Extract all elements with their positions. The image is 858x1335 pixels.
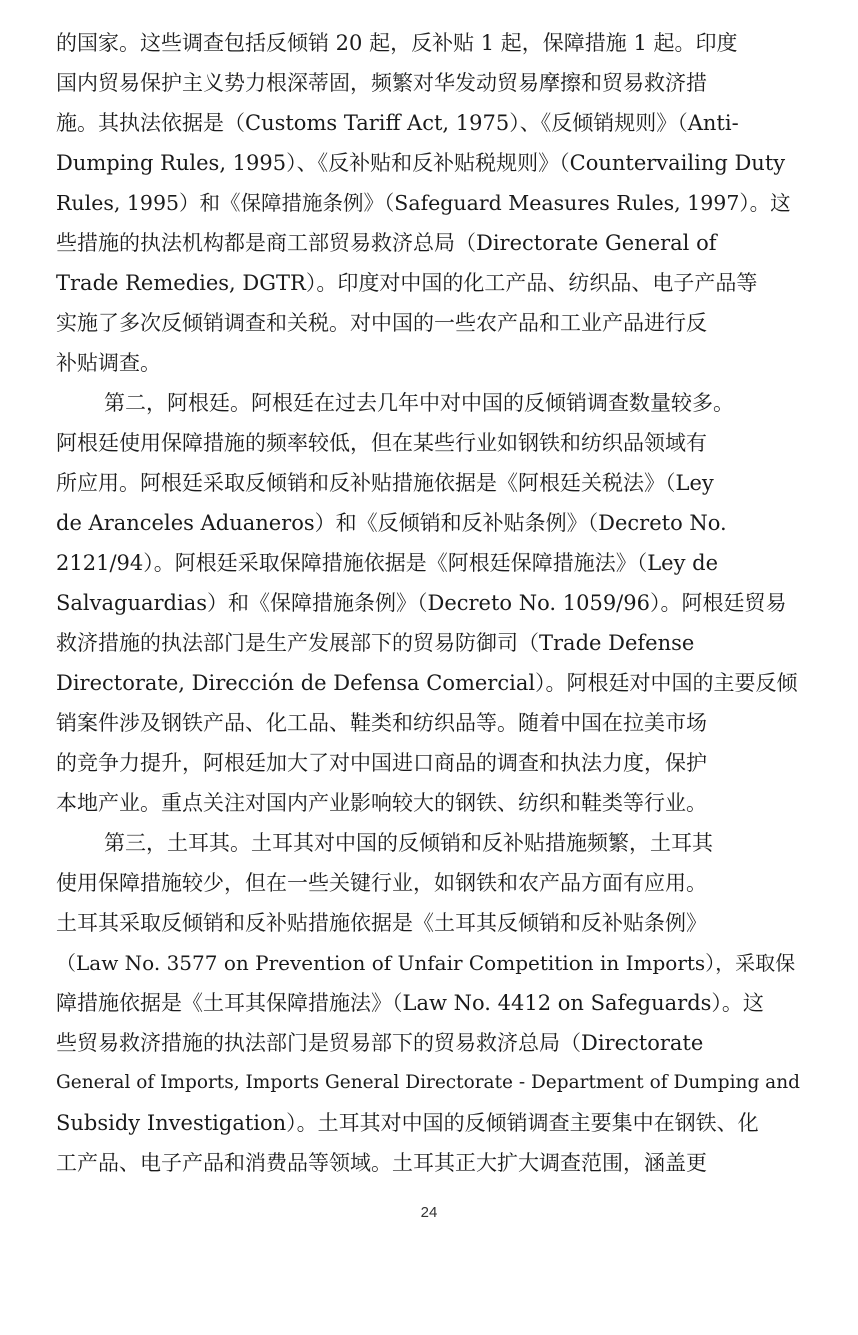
text-line: [56, 343, 804, 383]
page-number: 24: [420, 1204, 438, 1221]
text-line-content: 施。其执法依据是（Customs Tariff Act, 1975）、《反倾销规则》（Anti-: [56, 111, 739, 135]
text-line-content: （Law No. 3577 on Prevention of Unfair Competition in Imports），采取保: [56, 951, 796, 975]
text-line-content: 障措施依据是《土耳其保障措施法》（Law No. 4412 on Safeguards）。这: [56, 991, 764, 1015]
text-line: [56, 103, 804, 143]
text-line: [56, 783, 804, 823]
text-line: [104, 823, 804, 863]
text-line: [56, 1143, 804, 1183]
text-line-content: 阿根廷使用保障措施的频率较低，但在某些行业如钢铁和纺织品领域有: [56, 431, 707, 455]
text-line: [56, 23, 804, 63]
text-line: [56, 423, 804, 463]
text-line-content: Trade Remedies, DGTR）。印度对中国的化工产品、纺织品、电子产品等: [56, 271, 758, 295]
text-line: [56, 1023, 804, 1063]
text-line-content: 使用保障措施较少，但在一些关键行业，如钢铁和农产品方面有应用。: [56, 871, 707, 895]
text-line-content: 所应用。阿根廷采取反倾销和反补贴措施依据是《阿根廷关税法》（Ley: [56, 471, 714, 495]
text-line-content: 本地产业。重点关注对国内产业影响较大的钢铁、纺织和鞋类等行业。: [56, 791, 707, 815]
text-line-content: 救济措施的执法部门是生产发展部下的贸易防御司（Trade Defense: [56, 631, 695, 655]
text-line: [56, 543, 804, 583]
text-line-content: General of Imports, Imports General Directorate - Department of Dumping and: [56, 1072, 800, 1093]
text-line: [56, 263, 804, 303]
text-line: [56, 303, 804, 343]
text-line: [56, 63, 804, 103]
text-line: [56, 143, 804, 183]
text-line: [56, 903, 804, 943]
text-line: [56, 743, 804, 783]
text-line: [56, 863, 804, 903]
text-line: [56, 663, 804, 703]
text-line: [56, 1063, 804, 1103]
text-line-content: 第二，阿根廷。阿根廷在过去几年中对中国的反倾销调查数量较多。: [104, 391, 734, 415]
text-line-content: 工产品、电子产品和消费品等领域。土耳其正大扩大调查范围，涵盖更: [56, 1151, 707, 1175]
text-line-content: 些措施的执法机构都是商工部贸易救济总局（Directorate General of: [56, 231, 717, 255]
text-line-content: 销案件涉及钢铁产品、化工品、鞋类和纺织品等。随着中国在拉美市场: [56, 711, 707, 735]
text-line-content: 实施了多次反倾销调查和关税。对中国的一些农产品和工业产品进行反: [56, 311, 707, 335]
text-line: [56, 503, 804, 543]
text-line-content: 的国家。这些调查包括反倾销 20 起，反补贴 1 起，保障措施 1 起。印度: [56, 31, 738, 55]
text-line: [56, 463, 804, 503]
text-line-content: Directorate, Dirección de Defensa Comercial）。阿根廷对中国的主要反倾: [56, 671, 798, 695]
text-line-content: de Aranceles Aduaneros）和《反倾销和反补贴条例》（Decreto No.: [56, 511, 727, 535]
text-line-content: Subsidy Investigation）。土耳其对中国的反倾销调查主要集中在钢铁、化: [56, 1111, 759, 1135]
text-line-content: 的竞争力提升，阿根廷加大了对中国进口商品的调查和执法力度，保护: [56, 751, 707, 775]
text-line-content: 补贴调查。: [56, 351, 161, 375]
text-line-content: Dumping Rules, 1995）、《反补贴和反补贴税规则》（Countervailing Duty: [56, 151, 786, 175]
text-line: [56, 1103, 804, 1143]
text-line: [56, 943, 804, 983]
text-line: [56, 983, 804, 1023]
text-line: [104, 383, 804, 423]
text-line-content: 些贸易救济措施的执法部门是贸易部下的贸易救济总局（Directorate: [56, 1031, 704, 1055]
text-line: [56, 583, 804, 623]
text-line: [56, 223, 804, 263]
text-line-content: 第三，土耳其。土耳其对中国的反倾销和反补贴措施频繁，土耳其: [104, 831, 713, 855]
text-line-content: 2121/94）。阿根廷采取保障措施依据是《阿根廷保障措施法》（Ley de: [56, 551, 719, 575]
text-line: [56, 703, 804, 743]
text-line-content: Salvaguardias）和《保障措施条例》（Decreto No. 1059/96）。阿根廷贸易: [56, 591, 787, 615]
text-line-content: 土耳其采取反倾销和反补贴措施依据是《土耳其反倾销和反补贴条例》: [56, 911, 707, 935]
text-line-content: Rules, 1995）和《保障措施条例》（Safeguard Measures Rules, 1997）。这: [56, 191, 791, 215]
text-line: [56, 623, 804, 663]
text-line-content: 国内贸易保护主义势力根深蒂固，频繁对华发动贸易摩擦和贸易救济措: [56, 71, 707, 95]
text-line: [56, 183, 804, 223]
